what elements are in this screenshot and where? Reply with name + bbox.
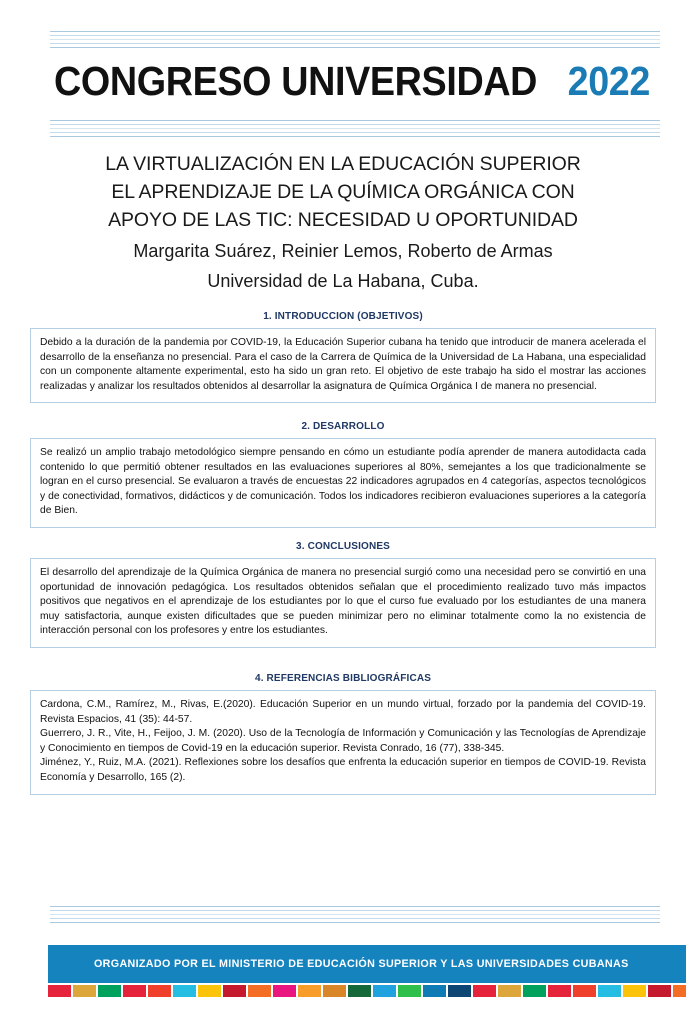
sdg-color-block: [473, 985, 496, 997]
rule-line: [50, 31, 660, 32]
sdg-color-block: [448, 985, 471, 997]
poster-authors: Margarita Suárez, Reinier Lemos, Roberto de Armas: [133, 241, 553, 261]
sdg-color-block: [123, 985, 146, 997]
poster-title-block: [40, 150, 646, 294]
poster-title-line-3: APOYO DE LAS TIC: NECESIDAD U OPORTUNIDAD: [108, 209, 578, 231]
reference-entry: Guerrero, J. R., Vite, H., Feijoo, J. M. (2020). Uso de la Tecnología de Información y Comunicación y las Tecnologías de Aprendizaje y Conocimiento en tiempos de Covid-19 en la educación superior. Revista Conrado, 16 (77), 338-345.: [40, 728, 646, 754]
section-desarrollo: [30, 421, 656, 528]
section-body-desarrollo: Se realizó un amplio trabajo metodológico siempre pensando en cómo un estudiante podía aprender de manera autodidacta cada contenido lo que permitió obtener resultados en las evaluaciones superiores al 80%, semejantes a los que tradicionalmente se logran en el curso presencial. Se evaluaron a través de encuestas 22 indicadores agrupados en 4 categorías, aspectos tecnológicos y de conectividad, formativos, didácticos y de comunicación. Todos los indicadores recibieron evaluaciones superiores a la categoría de Bien.: [40, 447, 646, 517]
decorative-rules-top: [50, 31, 660, 48]
section-introduccion: [30, 311, 656, 403]
sdg-color-block: [98, 985, 121, 997]
section-heading-introduccion: 1. INTRODUCCION (OBJETIVOS): [263, 311, 423, 322]
rule-line: [50, 35, 660, 36]
section-heading-conclusiones: 3. CONCLUSIONES: [296, 541, 390, 552]
sdg-color-strip: [48, 985, 686, 997]
sdg-color-block: [348, 985, 371, 997]
sdg-color-block: [598, 985, 621, 997]
rule-line: [50, 132, 660, 133]
sdg-color-block: [673, 985, 686, 997]
sdg-color-block: [523, 985, 546, 997]
rule-line: [50, 922, 660, 923]
sdg-color-block: [198, 985, 221, 997]
rule-line: [50, 43, 660, 44]
section-box-conclusiones: [30, 558, 656, 648]
section-body-conclusiones: El desarrollo del aprendizaje de la Química Orgánica de manera no presencial surgió como una necesidad pero se convirtió en una oportunidad de innovación pedagógica. Los resultados obtenidos señalan que el procedimiento realizado tuvo más impactos positivos que negativos en el aprendizaje de los estudiantes por lo que el curso fue evaluado por los estudiantes de una manera muy satisfactoria, aunque existen dificultades que se pueden minimizar pero no eliminar totalmente como la no existencia de interacción personal con los profesores y entre los estudiantes.: [40, 567, 646, 637]
decorative-rules-under-masthead: [50, 120, 660, 137]
sdg-color-block: [173, 985, 196, 997]
sdg-color-block: [373, 985, 396, 997]
sdg-color-block: [248, 985, 271, 997]
sdg-color-block: [298, 985, 321, 997]
congress-year: 2022: [567, 58, 650, 104]
rule-line: [50, 914, 660, 915]
section-body-introduccion: Debido a la duración de la pandemia por COVID-19, la Educación Superior cubana ha tenido que introducir de manera acelerada el desarrollo de la enseñanza no presencial. Para el caso de la Carrera de Química de la Universidad de La Habana, una especialidad con un componente altamente experimental, esto ha sido un gran reto. El objetivo de este trabajo ha sido el mostrar las acciones realizadas y analizar los resultados obtenidos al desarrollar la asignatura de Química Orgánica I de manera no presencial.: [40, 337, 646, 392]
rule-line: [50, 39, 660, 40]
sdg-color-block: [323, 985, 346, 997]
sdg-color-block: [648, 985, 671, 997]
rule-line: [50, 47, 660, 48]
section-box-referencias: [30, 690, 656, 795]
rule-line: [50, 128, 660, 129]
sdg-color-block: [73, 985, 96, 997]
rule-line: [50, 124, 660, 125]
section-conclusiones: [30, 541, 656, 648]
sdg-color-block: [223, 985, 246, 997]
rule-line: [50, 918, 660, 919]
congress-brand-title: CONGRESO UNIVERSIDAD: [53, 58, 537, 104]
section-heading-desarrollo: 2. DESARROLLO: [301, 421, 385, 432]
section-box-desarrollo: [30, 438, 656, 528]
poster-affiliation: Universidad de La Habana, Cuba.: [207, 271, 479, 291]
section-referencias: [30, 673, 656, 795]
sdg-color-block: [48, 985, 71, 997]
sdg-color-block: [548, 985, 571, 997]
masthead: [0, 58, 686, 105]
sdg-color-block: [423, 985, 446, 997]
reference-entry: Jiménez, Y., Ruiz, M.A. (2021). Reflexiones sobre los desafíos que enfrenta la educación superior en tiempos de COVID-19. Revista Economía y Desarrollo, 165 (2).: [40, 757, 646, 783]
footer-organizer-bar: [48, 945, 686, 983]
decorative-rules-footer: [50, 906, 660, 923]
section-heading-referencias: 4. REFERENCIAS BIBLIOGRÁFICAS: [254, 673, 432, 684]
rule-line: [50, 136, 660, 137]
sdg-color-block: [148, 985, 171, 997]
rule-line: [50, 910, 660, 911]
sdg-color-block: [498, 985, 521, 997]
poster-title-line-1: LA VIRTUALIZACIÓN EN LA EDUCACIÓN SUPERIOR: [105, 153, 581, 175]
reference-entry: Cardona, C.M., Ramírez, M., Rivas, E.(2020). Educación Superior en un mundo virtual, forzado por la pandemia del COVID-19. Revista Espacios, 41 (35): 44-57.: [40, 699, 646, 725]
poster-title-line-2: EL APRENDIZAJE DE LA QUÍMICA ORGÁNICA CON: [111, 181, 575, 203]
sdg-color-block: [273, 985, 296, 997]
rule-line: [50, 906, 660, 907]
rule-line: [50, 120, 660, 121]
sdg-color-block: [398, 985, 421, 997]
section-box-introduccion: [30, 328, 656, 403]
footer-organizer-text: ORGANIZADO POR EL MINISTERIO DE EDUCACIÓN SUPERIOR Y LAS UNIVERSIDADES CUBANAS: [94, 958, 629, 970]
sdg-color-block: [573, 985, 596, 997]
sdg-color-block: [623, 985, 646, 997]
